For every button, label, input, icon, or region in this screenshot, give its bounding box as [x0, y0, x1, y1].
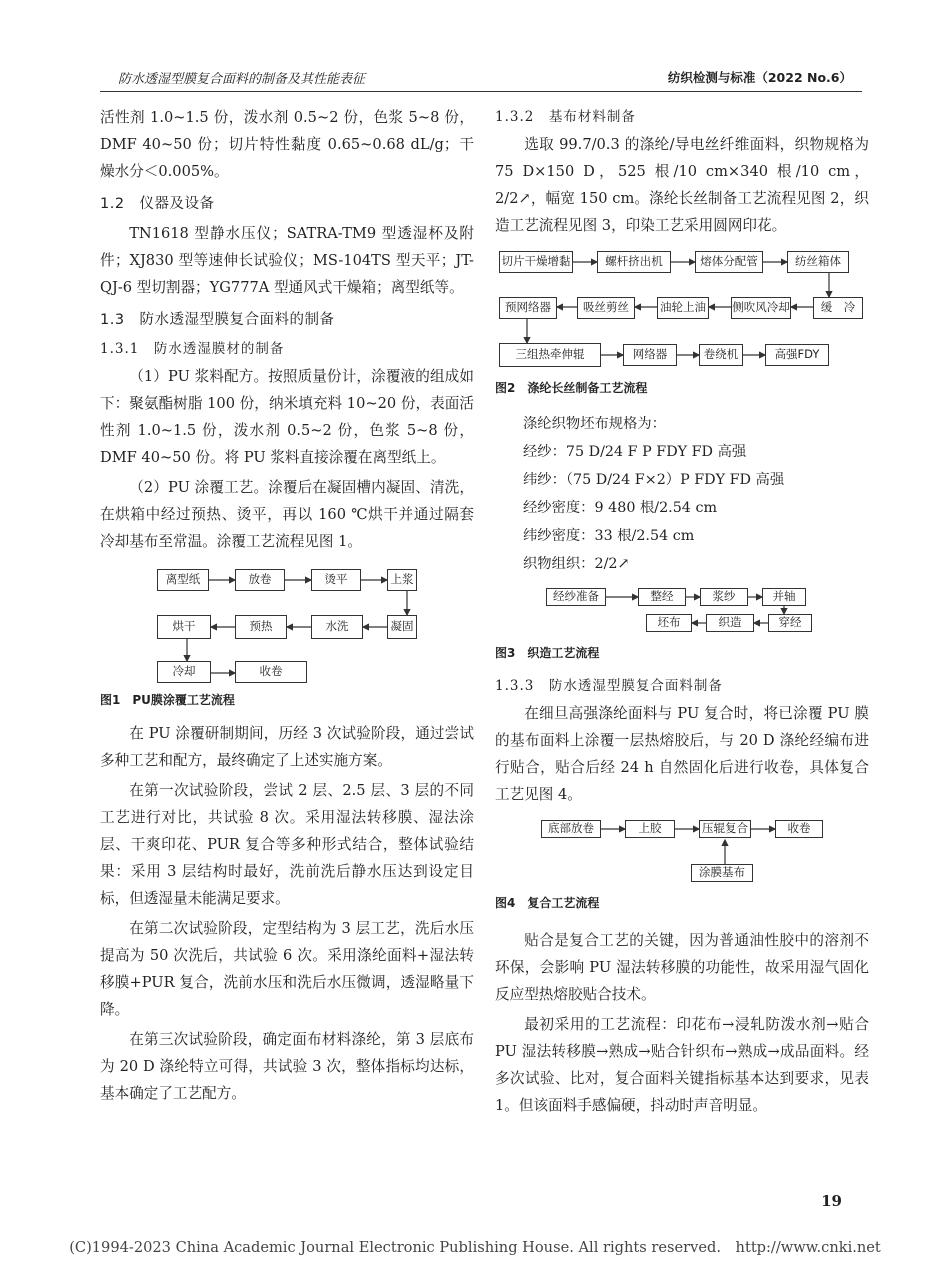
figure-3: [546, 588, 818, 632]
running-header-journal: 纺织检测与标准（2022 No.6）: [667, 70, 852, 85]
paragraph: 活性剂 1.0~1.5 份，泼水剂 0.5~2 份，色浆 5~8 份，DMF 40~50 份；切片特性黏度 0.65~0.68 dL/g；干燥水分＜0.005%。: [100, 109, 474, 180]
subsection-heading-1-3-2: 1.3.2 基布材料制备: [495, 109, 636, 125]
subsection-heading-1-3-1: 1.3.1 防水透湿膜材的制备: [100, 341, 285, 357]
flow-box: 预网络器: [499, 297, 557, 319]
flow-box: 缓 冷: [813, 297, 863, 319]
flow-box: 涂膜基布: [691, 864, 753, 882]
flow-box: 并轴: [762, 588, 806, 606]
figure-1-caption: 图1 PU膜涂覆工艺流程: [100, 693, 235, 707]
flow-box: 螺杆挤出机: [597, 251, 671, 273]
paragraph: 最初采用的工艺流程：印花布→浸轧防泼水剂→贴合 PU 湿法转移膜→熟成→贴合针织布→熟成→成品面料。经多次试验、比对，复合面料关键指标基本达到要求，见表 1。但该面料手感偏硬，抖动时声音明显。: [495, 1016, 869, 1114]
page-number: 19: [821, 1192, 842, 1210]
paragraph: 在第一次试验阶段，尝试 2 层、2.5 层、3 层的不同工艺进行对比，共试验 8 次。采用湿法转移膜、湿法涂层、干爽印花、PUR 复合等多种形式结合，整体试验结果：采用 3 层结构时最好，洗前洗后静水压达到设定目标，但透湿量未能满足要求。: [100, 782, 474, 907]
paragraph: （2）PU 涂覆工艺。涂覆后在凝固槽内凝固、清洗，在烘箱中经过预热、烫平，再以 160 ℃烘干并通过隔套冷却基布至常温。涂覆工艺流程见图 1。: [100, 479, 474, 550]
spec-line: 织物组织：2/2↗: [523, 556, 630, 572]
flow-box: 侧吹风冷却: [731, 297, 791, 319]
spec-title: 涤纶织物坯布规格为：: [523, 416, 666, 432]
flow-box: 上胶: [625, 820, 675, 838]
spec-line: 纬纱：（75 D/24 F×2）P FDY FD 高强: [523, 472, 785, 488]
flow-box: 经纱准备: [546, 588, 606, 606]
flow-box: 凝固: [387, 615, 417, 639]
right-column: [495, 104, 869, 1119]
paragraph: 在 PU 涂覆研制期间，历经 3 次试验阶段，通过尝试多种工艺和配方，最终确定了上述实施方案。: [100, 725, 474, 769]
flow-box: 网络器: [623, 344, 677, 366]
paragraph: 选取 99.7/0.3 的涤纶/导电丝纤维面料，织物规格为 75 D×150 D，525 根/10 cm×340 根/10 cm，2/2↗，幅宽 150 cm。涤纶长丝制备工艺流程见图 2，织造工艺流程见图 3，印染工艺采用圆网印花。: [495, 136, 869, 234]
header-rule: [100, 91, 862, 92]
section-heading-1-3: 1.3 防水透湿型膜复合面料的制备: [100, 312, 335, 328]
flow-box: 整经: [638, 588, 686, 606]
flow-box: 烫平: [311, 569, 361, 591]
flow-box: 熔体分配管: [695, 251, 763, 273]
flow-box: 冷却: [157, 661, 211, 683]
paragraph: （1）PU 浆料配方。按照质量份计，涂覆液的组成如下：聚氨酯树脂 100 份，纳米填充料 10~20 份，表面活性剂 1.0~1.5 份，泼水剂 0.5~2 份，色浆 5~8 份，DMF 40~50 份。将 PU 浆料直接涂覆在离型纸上。: [100, 368, 474, 466]
flow-box: 三组热牵伸辊: [499, 343, 601, 367]
spec-line: 经纱：75 D/24 F P FDY FD 高强: [523, 444, 747, 460]
figure-3-caption: 图3 织造工艺流程: [495, 646, 600, 660]
paragraph: 在细旦高强涤纶面料与 PU 复合时，将已涂覆 PU 膜的基布面料上涂覆一层热熔胶后，与 20 D 涤纶经编布进行贴合，贴合后经 24 h 自然固化后进行收卷，具体复合工艺见图 4。: [495, 705, 869, 803]
flow-box: 卷绕机: [699, 344, 743, 366]
running-header-title: 防水透湿型膜复合面料的制备及其性能表征: [118, 72, 366, 87]
flow-box: 放卷: [235, 569, 285, 591]
section-heading-1-2: 1.2 仪器及设备: [100, 196, 215, 212]
paragraph: 在第二次试验阶段，定型结构为 3 层工艺，洗后水压提高为 50 次洗后，共试验 6 次。采用涤纶面料+湿法转移膜+PUR 复合，洗前水压和洗后水压微调，透湿略量下降。: [100, 920, 474, 1018]
figure-1: [157, 569, 417, 681]
spec-line: 经纱密度：9 480 根/2.54 cm: [523, 500, 718, 516]
flow-box: 切片干燥增黏: [499, 251, 573, 273]
flow-box: 离型纸: [157, 569, 209, 591]
flow-box: 高强FDY: [765, 344, 829, 366]
flow-box: 预热: [235, 615, 287, 639]
flow-box: 浆纱: [700, 588, 748, 606]
flow-box: 底部放卷: [541, 820, 601, 838]
flow-box: 水洗: [311, 615, 363, 639]
flow-box: 坯布: [646, 614, 692, 632]
spec-line: 纬纱密度：33 根/2.54 cm: [523, 528, 695, 544]
flow-box: 烘干: [157, 615, 211, 639]
flow-box: 织造: [706, 614, 754, 632]
flow-box: 吸丝剪丝: [577, 297, 635, 319]
flow-box: 油轮上油: [657, 297, 709, 319]
flow-box: 压辊复合: [699, 820, 751, 838]
flow-box: 收卷: [775, 820, 823, 838]
flow-box: 纺丝箱体: [787, 251, 849, 273]
figure-2-caption: 图2 涤纶长丝制备工艺流程: [495, 381, 648, 395]
figure-4-caption: 图4 复合工艺流程: [495, 896, 600, 910]
figure-4: [541, 820, 823, 882]
paragraph: 在第三次试验阶段，确定面布材料涤纶，第 3 层底布为 20 D 涤纶特立可得，共试验 3 次，整体指标均达标，基本确定了工艺配方。: [100, 1031, 474, 1102]
left-column: [100, 104, 474, 1107]
flow-box: 穿经: [768, 614, 812, 632]
copyright-footer: (C)1994-2023 China Academic Journal Electronic Publishing House. All rights reserved. http://www.cnki.net: [69, 1239, 881, 1256]
figure-2: [499, 251, 865, 367]
flow-box: 收卷: [235, 661, 307, 683]
paragraph: 贴合是复合工艺的关键，因为普通油性胶中的溶剂不环保，会影响 PU 湿法转移膜的功能性，故采用湿气固化反应型热熔胶贴合技术。: [495, 932, 869, 1003]
flow-box: 上浆: [387, 569, 417, 591]
subsection-heading-1-3-3: 1.3.3 防水透湿型膜复合面料制备: [495, 678, 723, 694]
paragraph: TN1618 型静水压仪；SATRA-TM9 型透湿杯及附件；XJ830 型等速伸长试验仪；MS-104TS 型天平；JT-QJ-6 型切割器；YG777A 型通风式干燥箱；离型纸等。: [100, 225, 474, 296]
